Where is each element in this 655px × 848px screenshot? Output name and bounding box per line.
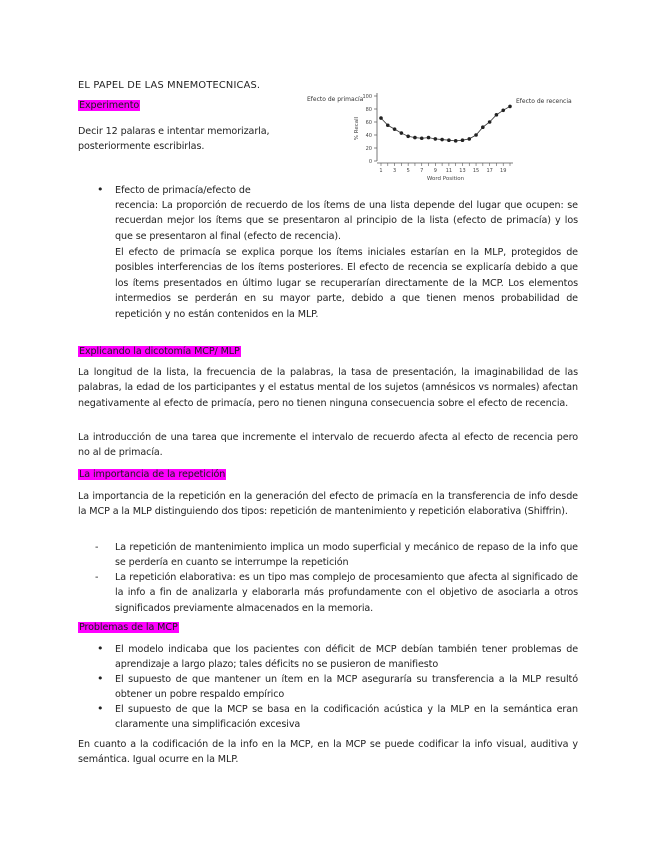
recall-data-point xyxy=(420,136,424,140)
x-tick-label: 13 xyxy=(459,168,466,174)
recall-data-point xyxy=(379,116,383,120)
recall-data-point xyxy=(427,136,431,140)
bullet-dot: • xyxy=(97,183,104,196)
recency-annotation: Efecto de recencia xyxy=(516,98,572,105)
experimento-highlight: Experimento xyxy=(79,100,140,111)
repeticion-item-2: La repetición elaborativa: es un tipo mas complejo de procesamiento que afecta al significado de la info a fin de analizarla y elaborarla más profundamente con el objetivo de asociarla a otros significados previamente almacenados en la memoria. xyxy=(115,572,578,614)
recall-data-point xyxy=(495,113,499,117)
recall-data-point xyxy=(393,127,397,131)
recall-data-point xyxy=(386,123,390,127)
y-tick-label: 60 xyxy=(365,120,372,126)
primacy-annotation: Efecto de primacía xyxy=(307,96,364,103)
y-axis-label: % Recall xyxy=(354,116,360,141)
dicotomia-paragraph-2: La introducción de una tarea que incremente el intervalo de recuerdo afecta al efecto de recencia pero no al de primacía. xyxy=(78,432,578,459)
repeticion-item-1: La repetición de mantenimiento implica un modo superficial y mecánico de repaso de la info que se perdería en cuanto se interrumpe la repetición xyxy=(115,542,578,569)
x-tick-label: 19 xyxy=(500,168,507,174)
problemas-heading xyxy=(78,620,179,635)
primacia-definition: recencia: La proporción de recuerdo de los ítems de una lista depende del lugar que ocupen: se recuerdan mejor los ítems que se presentaron al principio de la lista (efecto de primacía) y los que se presentaron al final (efecto de recencia). xyxy=(115,200,578,242)
recall-data-point xyxy=(454,139,458,143)
problemas-highlight: Problemas de la MCP xyxy=(79,622,178,633)
x-tick-label: 5 xyxy=(406,168,410,174)
y-tick-label: 100 xyxy=(362,94,372,100)
dicotomia-highlight: Explicando la dicotomía MCP/ MLP xyxy=(79,346,240,357)
recall-series-line xyxy=(381,106,510,140)
problemas-item-1: El modelo indicaba que los pacientes con déficit de MCP debían también tener problemas de aprendizaje a largo plazo; tales déficits no se pusieron de manifiesto xyxy=(115,644,578,671)
x-tick-label: 7 xyxy=(420,168,424,174)
bullet-dot: • xyxy=(97,642,104,655)
serial-position-chart xyxy=(305,88,580,190)
recall-data-point xyxy=(461,138,465,142)
y-tick-label: 40 xyxy=(365,133,372,139)
repeticion-paragraph: La importancia de la repetición en la generación del efecto de primacía en la transferencia de info desde la MCP a la MLP distinguiendo dos tipos: repetición de mantenimiento y repetición elaborativa (Shiffrin). xyxy=(78,491,578,518)
document-title: EL PAPEL DE LAS MNEMOTECNICAS. xyxy=(78,80,261,91)
y-tick-label: 20 xyxy=(365,146,372,152)
recall-data-point xyxy=(400,131,404,135)
recall-data-point xyxy=(434,137,438,141)
experimento-text: Decir 12 palaras e intentar memorizarla, posteriormente escribirlas. xyxy=(78,126,270,153)
bullet-dot: • xyxy=(97,672,104,685)
list-dash: - xyxy=(95,572,99,583)
recall-data-point xyxy=(440,138,444,142)
primacia-explanation: El efecto de primacía se explica porque los ítems iniciales estarían en la MLP, protegidos de posibles interferencias de los ítems posteriores. El efecto de recencia se explicaría debido a que los ítems presentados en último lugar se recuperarían directamente de la MCP. Los elementos intermedios se perderán en su mayor parte, debido a que tienen menos probabilidad de repetición y no están contenidos en la MLP. xyxy=(115,247,578,320)
y-tick-label: 0 xyxy=(368,159,372,165)
x-tick-label: 15 xyxy=(472,168,480,174)
recall-data-point xyxy=(501,109,505,113)
x-tick-label: 9 xyxy=(433,168,437,174)
dicotomia-paragraph-1: La longitud de la lista, la frecuencia de la palabras, la tasa de presentación, la imaginabilidad de las palabras, la edad de los participantes y el estatus mental de los sujetos (amnésicos vs normales) afectan negativamente al efecto de primacía, pero no tienen ninguna consecuencia sobre el efecto de recencia. xyxy=(78,367,578,409)
x-tick-label: 11 xyxy=(445,168,453,174)
x-axis-label: Word Position xyxy=(426,176,465,182)
problemas-item-2: El supuesto de que mantener un ítem en la MCP aseguraría su transferencia a la MLP resultó obtener un pobre respaldo empírico xyxy=(115,674,578,701)
experimento-heading xyxy=(78,98,140,113)
recall-data-point xyxy=(467,137,471,141)
recall-data-point xyxy=(488,120,492,124)
primacia-lead: Efecto de primacía/efecto de xyxy=(115,185,251,196)
x-tick-label: 1 xyxy=(379,168,383,174)
x-tick-label: 17 xyxy=(486,168,493,174)
codificacion-paragraph: En cuanto a la codificación de la info en la MCP, en la MCP se puede codificar la info visual, auditiva y semántica. Igual ocurre en la MLP. xyxy=(78,739,578,766)
recall-data-point xyxy=(413,136,417,140)
recall-data-point xyxy=(406,135,410,139)
bullet-dot: • xyxy=(97,702,104,715)
recall-data-point xyxy=(447,138,451,142)
dicotomia-heading xyxy=(78,344,241,359)
repeticion-highlight: La importancia de la repetición xyxy=(79,469,226,480)
recall-data-point xyxy=(508,105,512,109)
y-tick-label: 80 xyxy=(365,107,372,113)
recall-data-point xyxy=(474,133,478,137)
x-tick-label: 3 xyxy=(392,168,397,174)
list-dash: - xyxy=(95,542,99,553)
repeticion-heading xyxy=(78,467,226,482)
recall-data-point xyxy=(481,125,485,129)
problemas-item-3: El supuesto de que la MCP se basa en la codificación acústica y la MLP en la semántica eran claramente una simplificación excesiva xyxy=(115,704,578,731)
